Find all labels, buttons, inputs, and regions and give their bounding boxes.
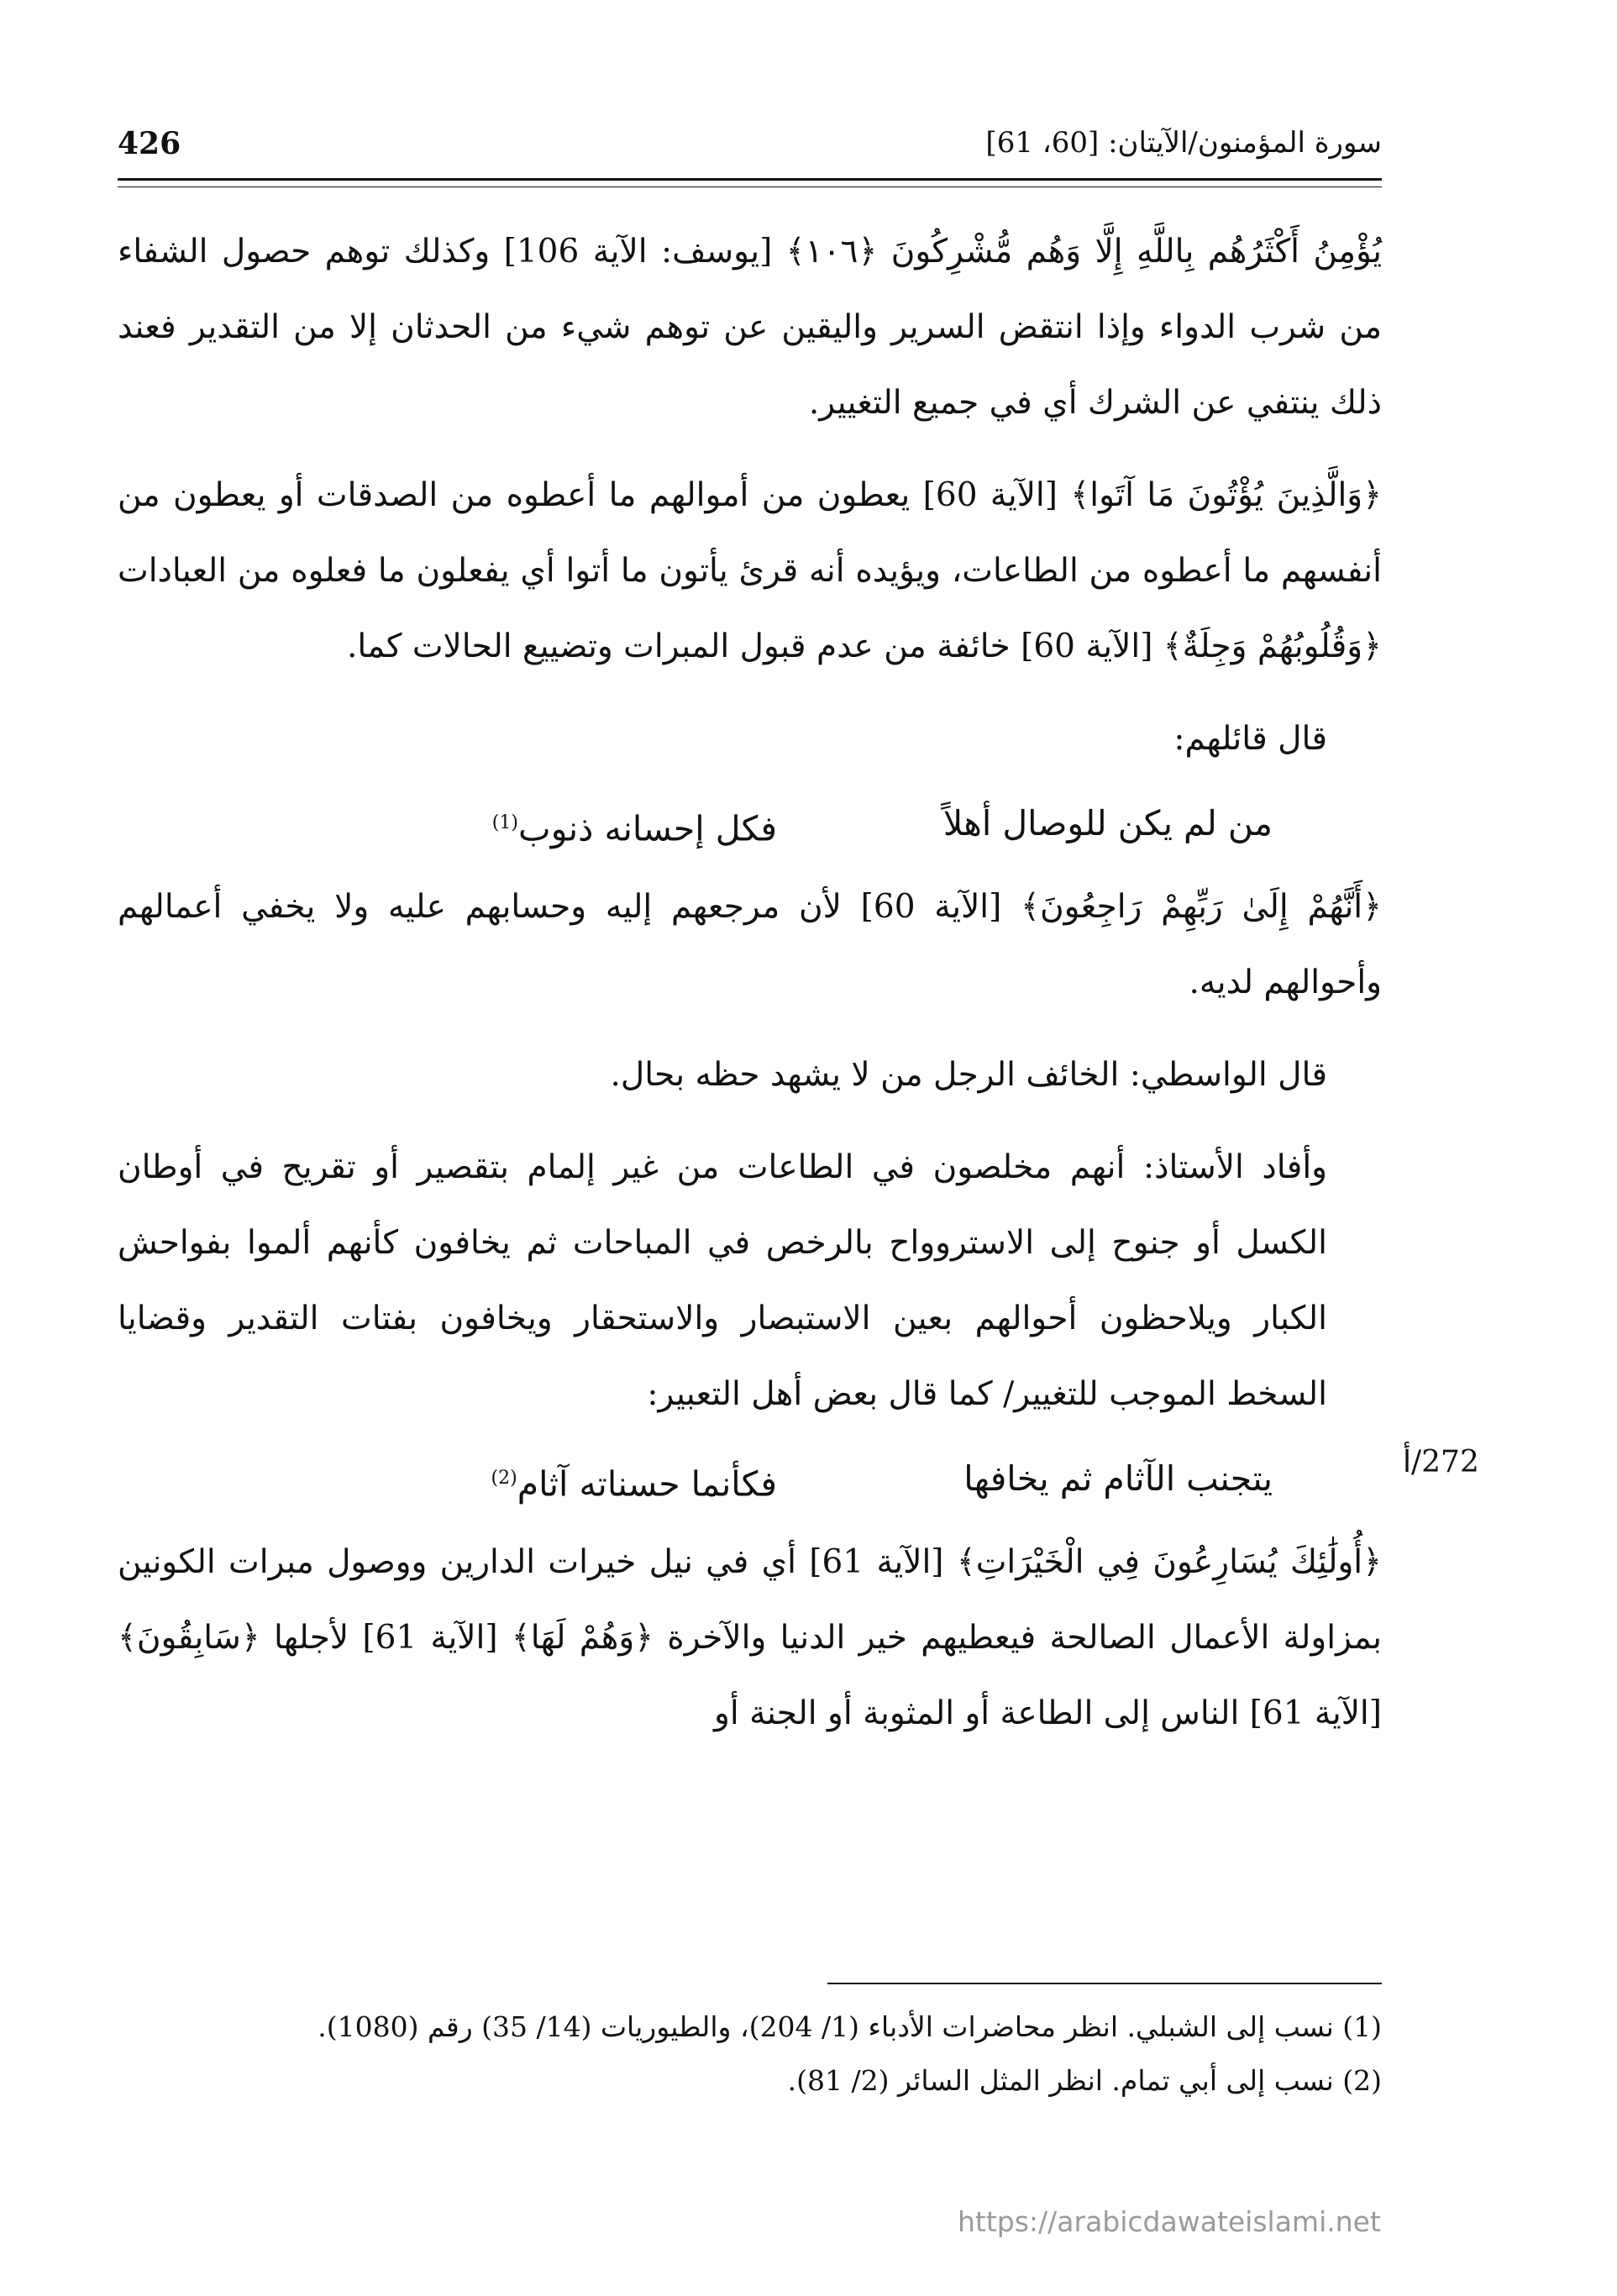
main-text [118, 214, 1382, 1752]
footnote-1: (1) نسب إلى الشبلي. انظر محاضرات الأدباء (1/ 204)، والطيوريات (14/ 35) رقم (1080). [318, 2010, 1382, 2043]
paragraph-3: قال قائلهم: [1173, 720, 1327, 758]
paragraph-7: ﴿أُولَٰئِكَ يُسَارِعُونَ فِي الْخَيْرَاتِ﴾ [الآية 61] أي في نيل خيرات الدارين ووصول مبرات الكونين بمزاولة الأعمال الصالحة فيعطيهم خير الدنيا والآخرة ﴿وَهُمْ لَهَا﴾ [الآية 61] لأجلها ﴿سَابِقُونَ﴾ [الآية 61] الناس إلى الطاعة أو المثوبة أو الجنة أو [118, 1543, 1383, 1732]
verse-2-first-hemistich: يتجنب الآثام ثم يخافها [963, 1458, 1273, 1499]
footnotes [118, 2004, 1382, 2111]
watermark-url: https://arabicdawateislami.net [958, 2205, 1381, 2238]
poetry-verse-2 [118, 1432, 1382, 1525]
paragraph-2: ﴿وَالَّذِينَ يُؤْتُونَ مَا آتَوا﴾ [الآية 60] يعطون من أموالهم ما أعطوه من الصدقات أو يعطون من أنفسهم ما أعطوه من الطاعات، ويؤيده أنه قرئ يأتون ما أتوا أي يفعلون ما فعلوه من العبادات ﴿وَقُلُوبُهُمْ وَجِلَةٌ﴾ [الآية 60] خائفة من عدم قبول المبرات وتضييع الحالات كما. [118, 476, 1382, 665]
verse-1-second-hemistich-text: فكل إحسانه ذنوب [517, 808, 777, 849]
paragraph-6: وأفاد الأستاذ: أنهم مخلصون في الطاعات من غير إلمام بتقصير أو تقريح في أوطان الكسل أو جنوح إلى الاستروواح بالرخص في المباحات ثم يخافون كأنهم ألموا بفواحش الكبار ويلاحظون أحوالهم بعين الاستبصار والاستحقار ويخافون بفتات التقدير وقضايا السخط الموجب للتغيير/ كما قال بعض أهل التعبير: [118, 1148, 1327, 1413]
verse-1-first-hemistich: من لم يكن للوصال أهلاً [942, 803, 1273, 843]
paragraph-4: ﴿أَنَّهُمْ إِلَىٰ رَبِّهِمْ رَاجِعُونَ﴾ [الآية 60] لأن مرجعهم إليه وحسابهم عليه ولا يخفي أعمالهم وأحوالهم لديه. [118, 888, 1382, 1001]
footnote-mark-2: (2) [491, 1468, 517, 1489]
verse-2-second-hemistich-text: فكأنما حسناته آثام [517, 1463, 777, 1505]
running-title: سورة المؤمنون/الآيتان: [60، 61] [985, 126, 1382, 160]
paragraph-5: قال الواسطي: الخائف الرجل من لا يشهد حظه بحال. [610, 1056, 1327, 1094]
manuscript-folio-note: 272/أ [1403, 1445, 1479, 1479]
verse-1-second-hemistich [492, 785, 777, 867]
footnote-mark-1: (1) [491, 812, 518, 833]
poetry-verse-1 [118, 777, 1382, 870]
page-number: 426 [118, 126, 181, 161]
header-rule [118, 178, 1382, 181]
verse-2-second-hemistich [491, 1441, 777, 1522]
footnote-separator [827, 1983, 1382, 1984]
footnote-2: (2) نسب إلى أبي تمام. انظر المثل السائر (2/ 81). [787, 2064, 1382, 2097]
paragraph-1: يُؤْمِنُ أَكْثَرُهُم بِاللَّهِ إِلَّا وَهُم مُّشْرِكُونَ ﴿١٠٦﴾ [يوسف: الآية 106] وكذلك توهم حصول الشفاء من شرب الدواء وإذا انتقض السرير واليقين عن توهم شيء من الحدثان إلا من التقدير فعند ذلك ينتفي عن الشرك أي في جميع التغيير. [118, 233, 1382, 422]
page-header [118, 126, 1382, 178]
